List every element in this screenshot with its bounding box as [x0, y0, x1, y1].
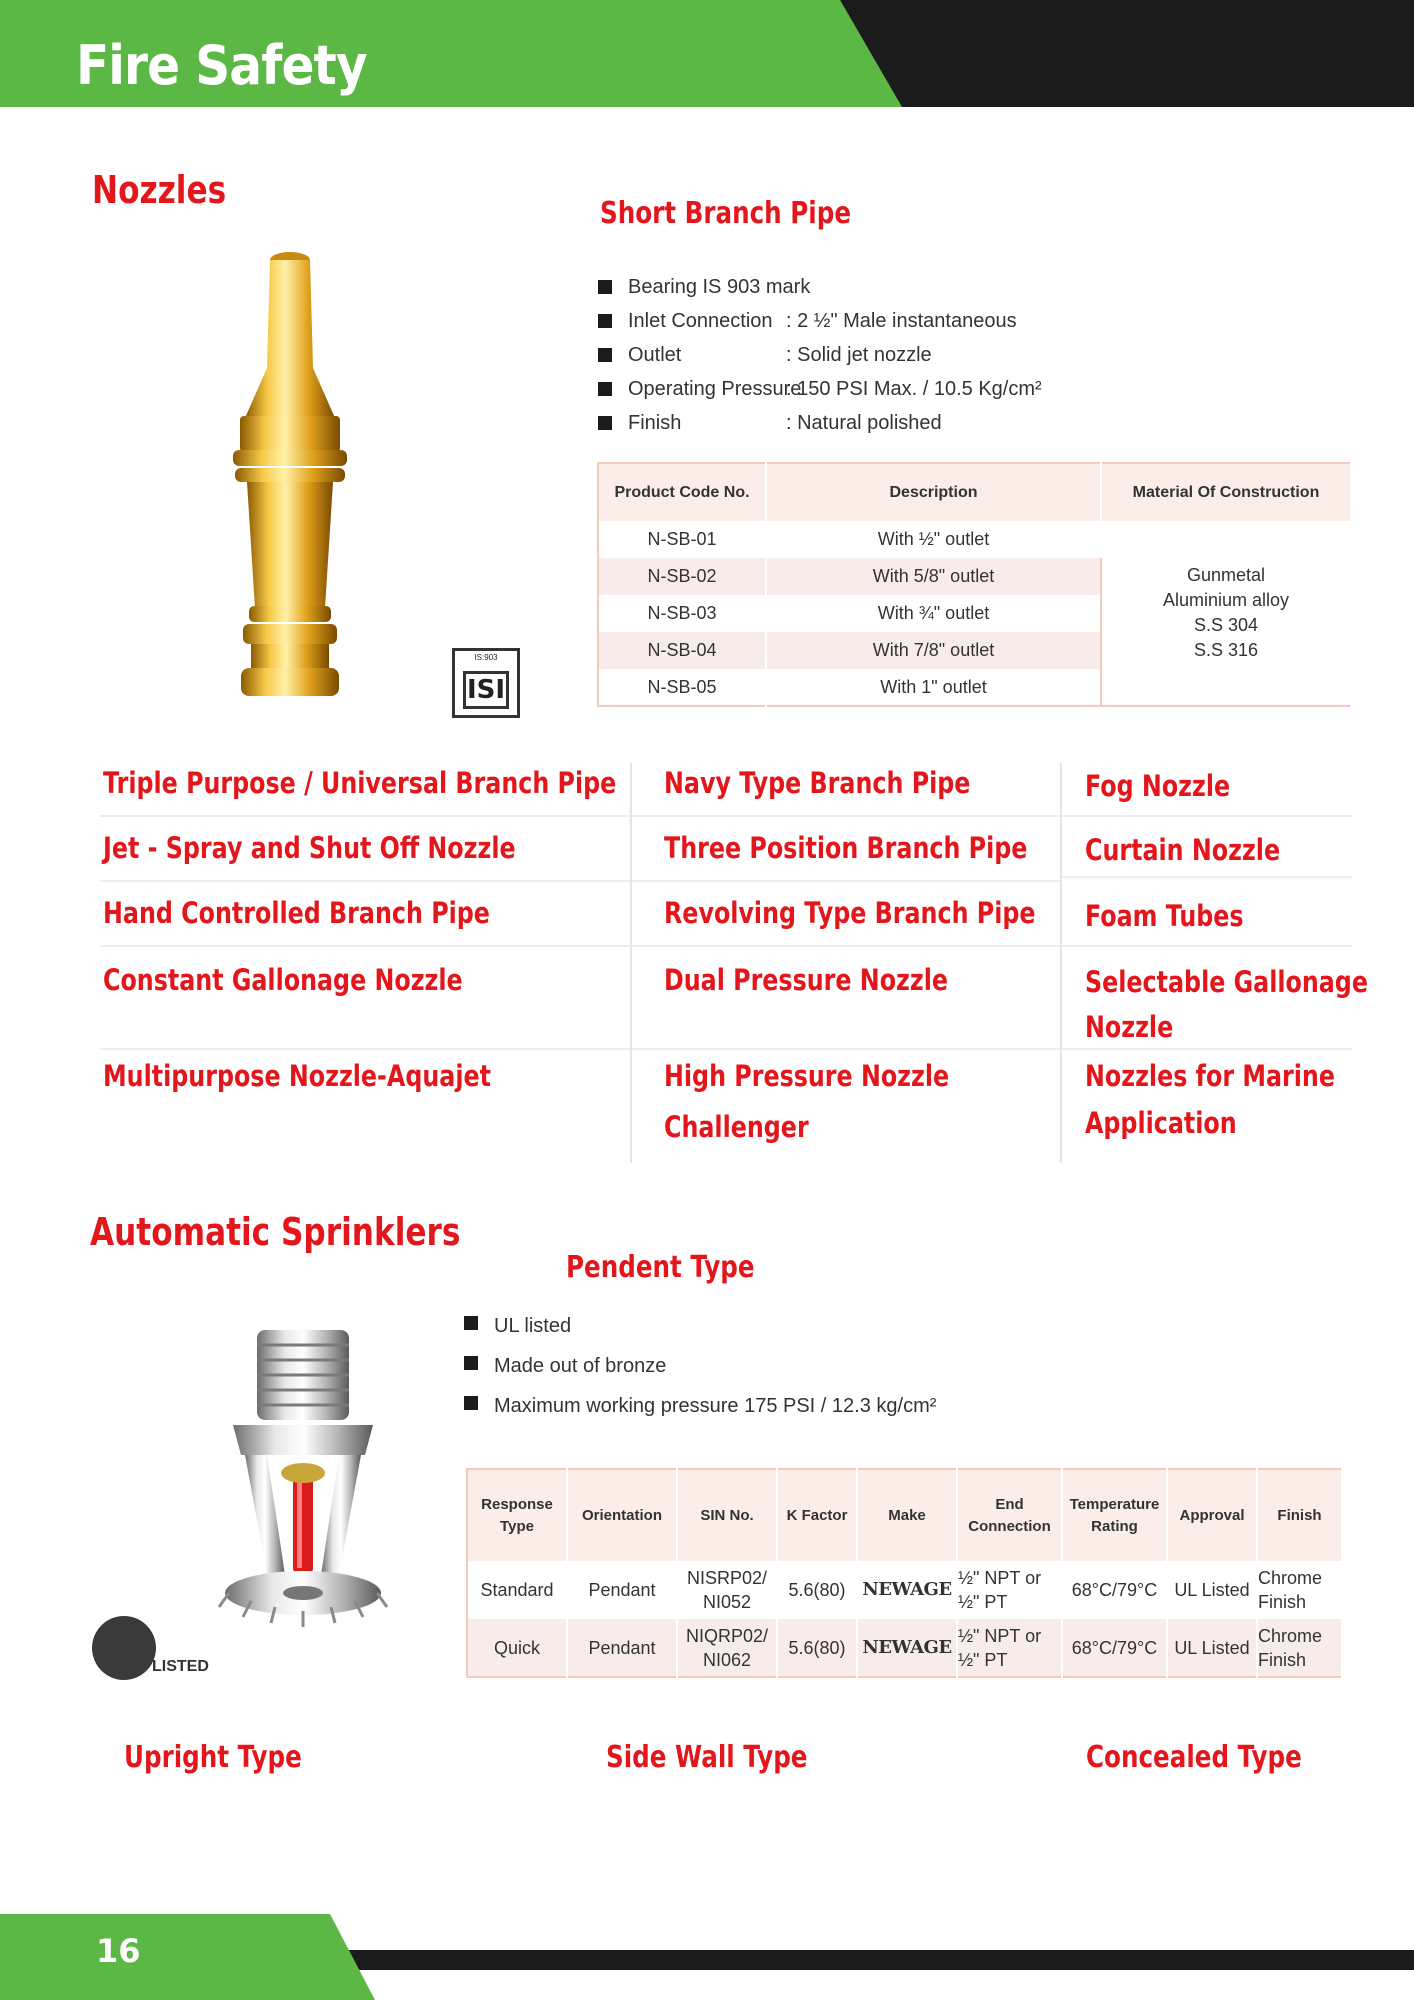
- nozzle-list-item: Nozzle: [1085, 1010, 1174, 1044]
- row-divider: [632, 880, 1060, 882]
- section-title-nozzles: Nozzles: [92, 168, 227, 212]
- table-cell: 5.6(80): [777, 1561, 857, 1619]
- table-cell: Chrome Finish: [1257, 1561, 1342, 1619]
- nozzle-list-item: Revolving Type Branch Pipe: [664, 896, 1036, 930]
- short-branch-pipe-specs: [598, 270, 1042, 440]
- sprinkler-type-side-wall: Side Wall Type: [606, 1740, 808, 1775]
- table-header: End Connection: [957, 1469, 1062, 1561]
- spec-key: Outlet: [628, 344, 682, 366]
- spec-item: UL listed: [464, 1306, 936, 1346]
- nozzle-list-item: Nozzles for Marine: [1085, 1059, 1335, 1093]
- product-code: N-SB-05: [598, 669, 766, 706]
- table-cell: NIQRP02/ NI062: [677, 1619, 777, 1677]
- spec-item: [598, 372, 1042, 406]
- ul-listed-icon: [92, 1616, 156, 1680]
- table-cell: UL Listed: [1167, 1561, 1257, 1619]
- table-cell: Standard: [467, 1561, 567, 1619]
- product-description: With 5/8" outlet: [766, 558, 1101, 595]
- table-cell: Pendant: [567, 1561, 677, 1619]
- nozzle-list-item: Application: [1085, 1106, 1237, 1140]
- nozzle-list-item: High Pressure Nozzle: [664, 1059, 950, 1093]
- table-cell: ½" NPT or ½" PT: [957, 1619, 1062, 1677]
- row-divider: [100, 945, 630, 947]
- spec-item: [598, 406, 1042, 440]
- table-cell: UL Listed: [1167, 1619, 1257, 1677]
- spec-key: Operating Pressure: [628, 378, 802, 400]
- row-divider: [100, 815, 630, 817]
- row-divider: [100, 880, 630, 882]
- pendent-type-specs: [464, 1306, 936, 1426]
- table-cell: 5.6(80): [777, 1619, 857, 1677]
- product-title-short-branch-pipe: Short Branch Pipe: [600, 196, 851, 231]
- table-header: SIN No.: [677, 1469, 777, 1561]
- row-divider: [632, 1048, 1060, 1050]
- spec-item: Made out of bronze: [464, 1346, 936, 1386]
- table-cell: Chrome Finish: [1257, 1619, 1342, 1677]
- pendent-type-table: [466, 1468, 1343, 1678]
- nozzle-list-item: Constant Gallonage Nozzle: [103, 963, 463, 997]
- nozzle-list-item: Triple Purpose / Universal Branch Pipe: [103, 766, 617, 800]
- material-cell: [1101, 521, 1351, 706]
- product-code: N-SB-02: [598, 558, 766, 595]
- footer-bar-green: [0, 1914, 375, 2000]
- row-divider: [632, 945, 1060, 947]
- table-cell: 68°C/79°C: [1062, 1619, 1167, 1677]
- sprinkler-image: [215, 1325, 390, 1640]
- nozzle-list-item: Hand Controlled Branch Pipe: [103, 896, 490, 930]
- row-divider: [1062, 876, 1352, 878]
- product-description: With 7/8" outlet: [766, 632, 1101, 669]
- spec-key: Bearing IS 903 mark: [628, 276, 811, 298]
- nozzle-list-item: Selectable Gallonage: [1085, 965, 1368, 999]
- short-branch-pipe-table: [597, 462, 1352, 707]
- table-header: Material Of Construction: [1101, 463, 1351, 521]
- nozzle-list-item: Fog Nozzle: [1085, 769, 1231, 803]
- table-header: Temperature Rating: [1062, 1469, 1167, 1561]
- isi-mark-icon: [452, 648, 520, 718]
- nozzle-list-item: Navy Type Branch Pipe: [664, 766, 971, 800]
- material-item: Aluminium alloy: [1162, 590, 1290, 610]
- product-description: With ¾" outlet: [766, 595, 1101, 632]
- material-item: S.S 316: [1193, 640, 1259, 660]
- nozzle-list-item: Multipurpose Nozzle-Aquajet: [103, 1059, 491, 1093]
- table-header: Response Type: [467, 1469, 567, 1561]
- nozzle-list-item: Three Position Branch Pipe: [664, 831, 1028, 865]
- spec-value: : 2 ½" Male instantaneous: [786, 310, 1017, 332]
- isi-mark-text: ISI: [463, 671, 509, 709]
- table-header: Make: [857, 1469, 957, 1561]
- spec-item: [598, 270, 1042, 304]
- spec-key: Inlet Connection: [628, 310, 773, 332]
- table-header: Product Code No.: [598, 463, 766, 521]
- table-cell: NISRP02/ NI052: [677, 1561, 777, 1619]
- spec-value: : Natural polished: [786, 412, 942, 434]
- nozzle-list-item: Dual Pressure Nozzle: [664, 963, 949, 997]
- nozzle-product-list: [100, 753, 1368, 1160]
- brand-logo-newage: NEWAGE: [857, 1561, 957, 1619]
- spec-key: Finish: [628, 412, 682, 434]
- ul-listed-label: LISTED: [152, 1658, 209, 1675]
- nozzle-list-item: Challenger: [664, 1110, 809, 1144]
- page-title: Fire Safety: [76, 34, 367, 97]
- column-divider: [630, 763, 632, 1163]
- table-header: K Factor: [777, 1469, 857, 1561]
- table-row: [467, 1561, 1342, 1619]
- table-cell: ½" NPT or ½" PT: [957, 1561, 1062, 1619]
- isi-mark-standard: IS:903: [474, 653, 498, 662]
- row-divider: [100, 1048, 630, 1050]
- spec-item: [598, 304, 1042, 338]
- row-divider: [1062, 945, 1352, 947]
- nozzle-list-item: Jet - Spray and Shut Off Nozzle: [103, 831, 516, 865]
- product-title-pendent-type: Pendent Type: [566, 1250, 755, 1285]
- table-row: [598, 521, 1351, 558]
- table-row: [467, 1619, 1342, 1677]
- spec-item: [598, 338, 1042, 372]
- table-cell: 68°C/79°C: [1062, 1561, 1167, 1619]
- sprinkler-type-concealed: Concealed Type: [1086, 1740, 1302, 1775]
- row-divider: [1062, 815, 1352, 817]
- table-header: Description: [766, 463, 1101, 521]
- spec-value: : Solid jet nozzle: [786, 344, 932, 366]
- column-divider: [1060, 763, 1062, 1163]
- product-code: N-SB-03: [598, 595, 766, 632]
- table-header: Finish: [1257, 1469, 1342, 1561]
- product-code: N-SB-01: [598, 521, 766, 558]
- page-number: 16: [96, 1932, 141, 1970]
- table-header: Orientation: [567, 1469, 677, 1561]
- footer-bar-dark: [300, 1950, 1414, 1970]
- material-item: S.S 304: [1193, 615, 1259, 635]
- table-header: Approval: [1167, 1469, 1257, 1561]
- row-divider: [632, 815, 1060, 817]
- table-cell: Pendant: [567, 1619, 677, 1677]
- product-description: With 1" outlet: [766, 669, 1101, 706]
- spec-value: : 150 PSI Max. / 10.5 Kg/cm²: [786, 378, 1042, 400]
- branch-pipe-image: [225, 248, 375, 708]
- section-title-automatic-sprinklers: Automatic Sprinklers: [90, 1210, 461, 1254]
- nozzle-list-item: Foam Tubes: [1085, 899, 1244, 933]
- brand-logo-newage: NEWAGE: [857, 1619, 957, 1677]
- sprinkler-type-upright: Upright Type: [124, 1740, 302, 1775]
- product-code: N-SB-04: [598, 632, 766, 669]
- product-description: With ½" outlet: [766, 521, 1101, 558]
- material-item: Gunmetal: [1186, 565, 1266, 585]
- nozzle-list-item: Curtain Nozzle: [1085, 833, 1281, 867]
- table-cell: Quick: [467, 1619, 567, 1677]
- spec-item: Maximum working pressure 175 PSI / 12.3 kg/cm²: [464, 1386, 936, 1426]
